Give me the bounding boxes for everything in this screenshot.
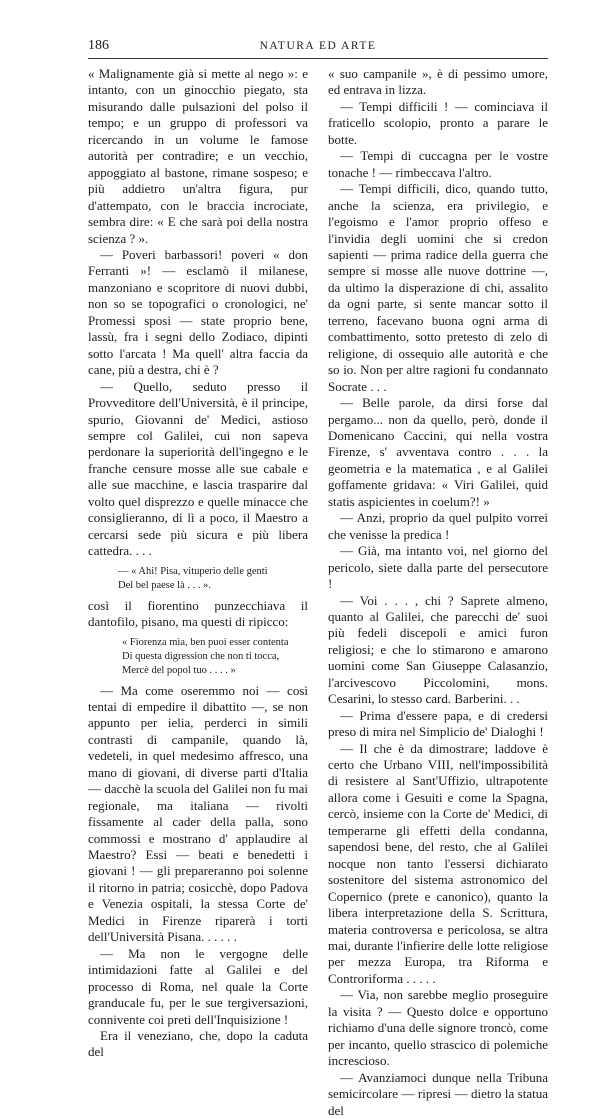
paragraph: — Ma non le vergogne delle intimidazioni fatte al Galilei e del processo di Roma, nel quale la Corte granducale fu, per le sue tergiversazioni, connivente coi preti dell'Inquisizione ! <box>88 945 308 1027</box>
paragraph: — Via, non sarebbe meglio proseguire la visita ? — Questo dolce e opportuno richiamo d'una delle signore troncò, come per incanto, quello strascico di polemiche increscioso. <box>328 987 548 1069</box>
page-number: 186 <box>88 38 109 53</box>
paragraph: — Tempi di cuccagna per le vostre tonache ! — rimbeccava l'altro. <box>328 148 548 180</box>
paragraph: — Già, ma intanto voi, nel giorno del pericolo, siete dalla parte del persecutore ! <box>328 543 548 592</box>
verse-quote: « Fiorenza mia, ben puoi esser contenta Di questa digression che non ti tocca, Mercè del popol tuo . . . . » <box>122 636 289 676</box>
paragraph: — Poveri barbassori! poveri « don Ferranti »! — esclamò il milanese, manzoniano e scopritore di nuovi dubbi, non so se topografici o cronologici, ne' Promessi sposi — state proprio bene, lassù, fra i segni dello Zodiaco, dipinti sotto l'arcata ! Ma quell' altra faccia da cane, più a destra, chi è ? <box>88 246 308 378</box>
paragraph: — Voi . . . , chi ? Saprete almeno, quanto al Galilei, che parecchi de' suoi più fedeli discepoli e amici furon religiosi; e che lo stimarono e amarono uomini come San Giuseppe Calasanzio, l'arcivescovo Piccolomini, mons. Cesarini, lo stesso card. Barberini. . . <box>328 592 548 707</box>
running-title: NATURA ED ARTE <box>259 40 377 52</box>
paragraph: — Belle parole, da dirsi forse dal pergamo... non da quello, però, donde il Domenicano Caccini, qui nella vostra Firenze, s' avventava contro . . . la geometria e la matematica , e al Galilei goffamente gridava: « Viri Galilei, quid statis aspicientes in coelum?! » <box>328 395 548 509</box>
paragraph: « Malignamente già si mette al nego »: e intanto, con un ginocchio piegato, sta misurando dalle pulsazioni del polso il tempo; e un gruppo di professori va ricercando in un volume le famose autorità per contradire; e un vecchio, appoggiato al bastone, rimane sospeso; e più addietro un'altra figura, pur d'attempato, con le braccia incrociate, sembra dire: « E che sarà poi della nostra scienza ? ». <box>88 66 308 246</box>
paragraph: — Tempi difficili, dico, quando tutto, anche la scienza, era privilegio, e l'egoismo e l'amor proprio offeso e l'invidia degli uomini che si credon sapienti — prima radice della guerra che sempre si mosse alle nuove dottrine —, da ultimo la disperazione di chi, assalito da ogni parte, si sente mancar sotto il terreno, facevano buona ogni arma di combattimento, sotto pretesto di zelo di religione, di ossequio alle autorità e che so io. Non per altre ragioni fu condannato Socrate . . . <box>328 181 548 394</box>
header-rule <box>88 58 548 59</box>
paragraph: — Anzi, proprio da quel pulpito vorrei che venisse la predica ! <box>328 510 548 542</box>
paragraph: — Quello, seduto presso il Provveditore dell'Università, è il principe, spurio, Giovanni de' Medici, astioso sempre col Galilei, cui non sapeva perdonare la superiorità dell'ingegno e le franche censure mosse alle sue cabale e alle sue macchine, e lascia trasparire dal volto quel disprezzo e quelle minacce che consiglieranno, di lì a poco, il Maestro a cercarsi sede più sicura e più libera cattedra. . . . <box>88 378 308 559</box>
left-column <box>88 66 308 1060</box>
paragraph: « suo campanile », è di pessimo umore, ed entrava in lizza. <box>328 66 548 98</box>
paragraph: — Tempi difficili ! — cominciava il fraticello scolopio, pronto a parare le botte. <box>328 98 548 147</box>
paragraph: così il fiorentino punzecchiava il dantofilo, pisano, ma questi di ripicco: <box>88 597 308 630</box>
paragraph: — Prima d'essere papa, e di credersi preso di mira nel Simplicio de' Dialoghi ! <box>328 707 548 740</box>
paragraph: — Ma come oseremmo noi — così tentai di empedire il dibattito —, se non appunto per ielia, perderci in simili contrasti di campanile, quando là, vedeteli, in quel medesimo affresco, una mano di giovani, di diverse parti d'Italia — dacchè la scuola del Galilei non fu mai regionale, ma italiana — rivolti fissamente al cader della palla, sono commossi e mostrano d' applaudire al Maestro? Essi — beati e benedetti i giovani ! — gli prepareranno poi solenne il ritorno in patria; cosicchè, dopo Padova e Venezia ospitali, la stessa Corte de' Medici in Firenze riparerà i torti dell'Università Pisana. . . . . . <box>88 682 308 945</box>
verse-quote: — « Ahi! Pisa, vituperio delle genti Del bel paese là . . . ». <box>118 565 268 591</box>
paragraph: Era il veneziano, che, dopo la caduta del <box>88 1028 308 1060</box>
right-column <box>328 66 548 1118</box>
paragraph: — Il che è da dimostrare; laddove è certo che Urbano VIII, nell'impossibilità di resistere al Sant'Uffizio, ultrapotente allora come i Gesuiti e come la Spagna, cercò, insieme con la Corte de' Medici, di temperarne gli effetti della condanna, sapendosi bene, del resto, che al Galilei nocque non tanto l'essersi dichiarato sostenitore del sistema astronomico del Copernico (prete e canonico), quanto la libera interpretazione della S. Scrittura, materia controversa e pericolosa, se altra mai, durante l'infierire delle lotte religiose per mezza Europa, tra Riforma e Controriforma . . . . . <box>328 740 548 986</box>
paragraph: — Avanziamoci dunque nella Tribuna semicircolare — ripresi — dietro la statua del <box>328 1069 548 1118</box>
